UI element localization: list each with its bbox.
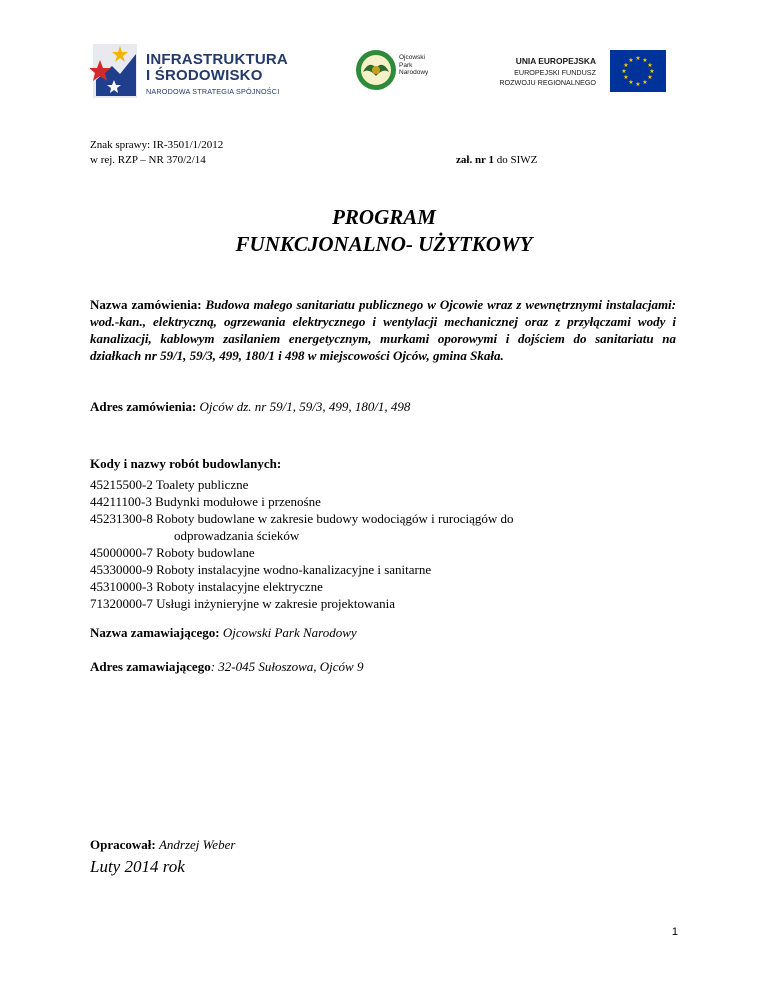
eu-flag-icon: [610, 50, 666, 92]
eu-logo: [490, 44, 666, 100]
list-item: 45000000-7 Roboty budowlane: [90, 545, 255, 560]
page-number: 1: [671, 926, 678, 938]
order-name-label: Nazwa zamówienia:: [90, 297, 202, 312]
eu-logo-line3: ROZWOJU REGIONALNEGO: [499, 78, 596, 87]
list-item: 45231300-8 Roboty budowlane w zakresie budowy wodociągów i rurociągów do: [90, 511, 514, 526]
list-item: 44211100-3 Budynki modułowe i przenośne: [90, 494, 321, 509]
client-name: [90, 624, 676, 641]
infrastruktura-logo: [90, 40, 306, 102]
list-item: 45330000-9 Roboty instalacyjne wodno-kanalizacyjne i sanitarne: [90, 562, 432, 577]
order-address-label: Adres zamówienia:: [90, 399, 197, 414]
logo-title-line1: INFRASTRUKTURA: [146, 51, 288, 68]
park-logo-text: Ojcowski Park Narodowy: [399, 54, 429, 76]
case-number: Znak sprawy: IR-3501/1/2012: [90, 139, 224, 151]
svg-text:★: ★: [642, 79, 648, 86]
client-address-value: : 32-045 Sułoszowa, Ojców 9: [210, 659, 364, 674]
registry-number: w rej. RZP – NR 370/2/14: [90, 154, 206, 166]
client-address: [90, 658, 676, 675]
star-emblem-icon: [90, 40, 144, 102]
list-item-continuation: odprowadzania ścieków: [174, 528, 300, 543]
attachment-text: do SIWZ: [494, 154, 538, 166]
attachment-note: [456, 154, 537, 166]
eu-logo-line1: UNIA EUROPEJSKA: [515, 56, 596, 66]
order-name: [90, 296, 676, 364]
prepared-by: [90, 836, 676, 853]
document-title-line2: FUNKCJONALNO- UŻYTKOWY: [235, 232, 533, 256]
order-name-value: Budowa małego sanitariatu publicznego w Ojcowie wraz z wewnętrznymi instalacjami: wod.-kan., elektryczną, ogrzewania elektrycznego i wentylacji mechanicznej oraz z przyłączami wody i kanalizacji, kablowym zasilaniem energetycznym, murkami oporowymi i dojściem do sanitariatu na działkach nr 59/1, 59/3, 499, 180/1 i 498 w miejscowości Ojców, gmina Skała.: [90, 297, 676, 363]
attachment-label: zał. nr 1: [456, 154, 494, 166]
list-item: 45215500-2 Toalety publiczne: [90, 477, 249, 492]
svg-text:★: ★: [628, 57, 634, 64]
list-item: 45310000-3 Roboty instalacyjne elektryczne: [90, 579, 323, 594]
logo-subtitle: NARODOWA STRATEGIA SPÓJNOŚCI: [146, 87, 280, 96]
svg-text:★: ★: [647, 74, 653, 81]
order-address-value: Ojców dz. nr 59/1, 59/3, 499, 180/1, 498: [199, 399, 411, 414]
park-emblem-icon: [355, 46, 397, 94]
document-date: Luty 2014 rok: [90, 857, 185, 876]
prepared-by-value: Andrzej Weber: [158, 837, 236, 852]
svg-text:★: ★: [621, 68, 627, 75]
codes-list: [90, 476, 690, 612]
svg-text:★: ★: [635, 55, 641, 62]
svg-text:★: ★: [649, 68, 655, 75]
codes-heading: Kody i nazwy robót budowlanych:: [90, 456, 282, 471]
client-address-label: Adres zamawiającego: [90, 659, 211, 674]
logo-title-line2: I ŚRODOWISKO: [146, 67, 263, 84]
order-address: [90, 398, 676, 415]
svg-text:★: ★: [623, 74, 629, 81]
document-title-line1: PROGRAM: [332, 205, 436, 229]
list-item: 71320000-7 Usługi inżynieryjne w zakresie projektowania: [90, 596, 396, 611]
svg-text:★: ★: [642, 57, 648, 64]
svg-text:★: ★: [628, 79, 634, 86]
ojcowski-park-logo: [355, 46, 455, 96]
svg-text:★: ★: [647, 62, 653, 69]
svg-text:★: ★: [635, 81, 641, 88]
prepared-by-label: Opracował:: [90, 837, 156, 852]
svg-text:★: ★: [623, 62, 629, 69]
client-name-value: Ojcowski Park Narodowy: [222, 625, 357, 640]
eu-logo-line2: EUROPEJSKI FUNDUSZ: [514, 68, 596, 77]
client-name-label: Nazwa zamawiającego:: [90, 625, 220, 640]
